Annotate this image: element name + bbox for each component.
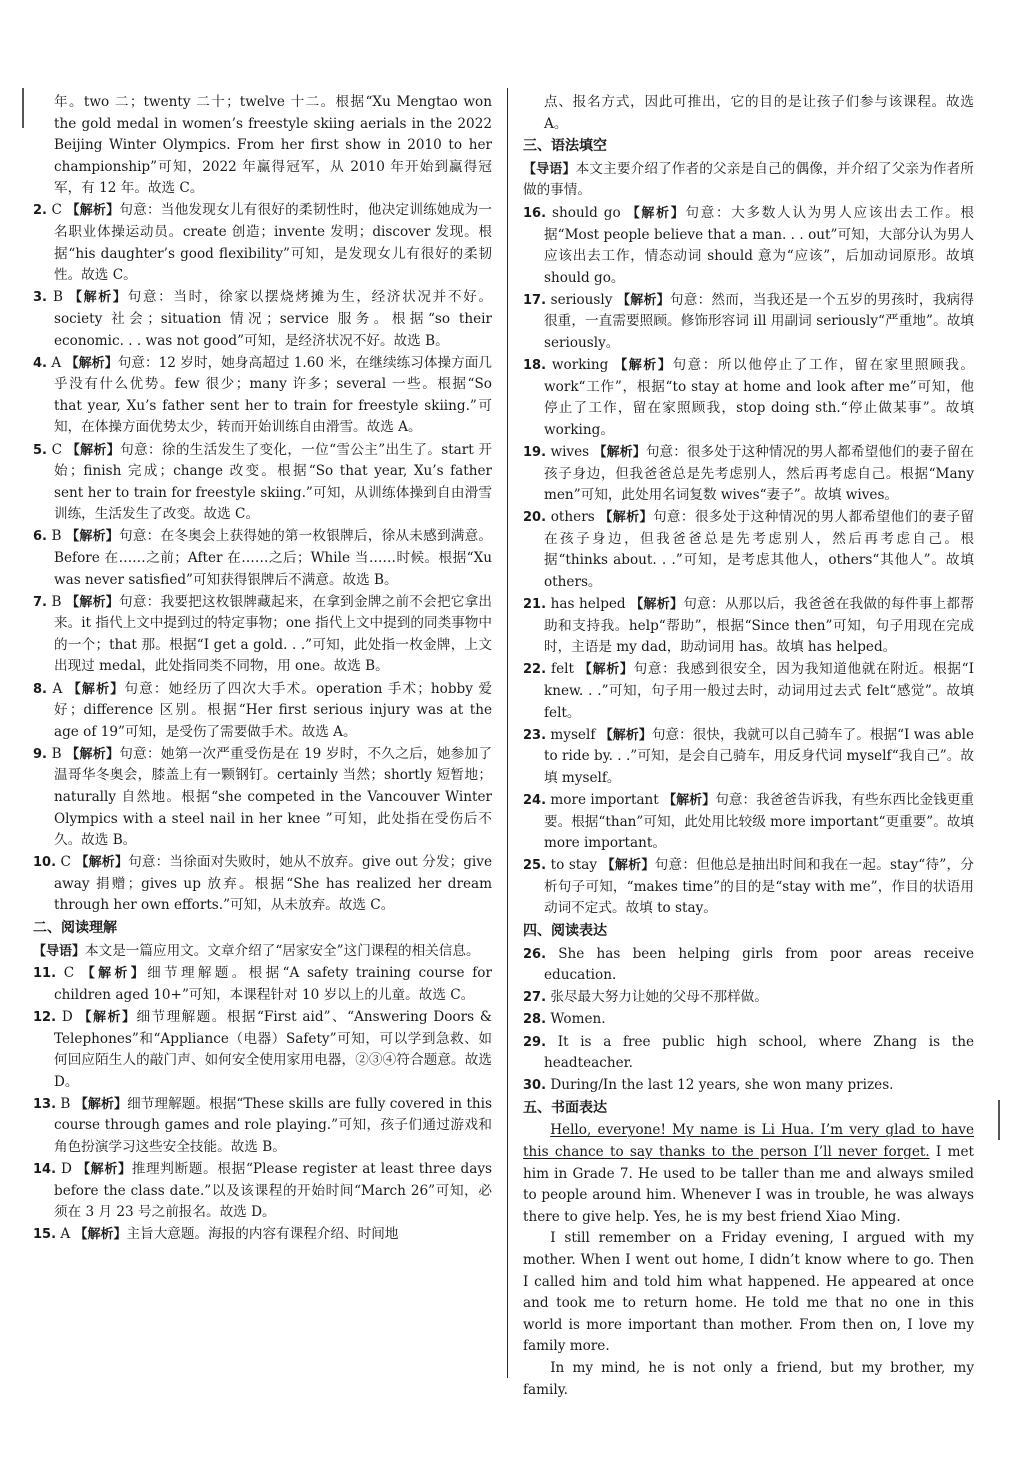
essay-text: I met him in Grade 7. He used to be taller than me and always smiled to people around him. Whenever I was in trouble, he was always there to give help. Yes, he is my best friend Xiao Ming. — [523, 1144, 974, 1225]
right-column — [523, 92, 974, 1401]
item-number: 29. — [523, 1034, 547, 1050]
item-explanation: 句意：徐的生活发生了变化，一位“雪公主”出生了。start 开始；finish 完成；change 改变。根据“So that year, Xu’s father sent her to train for freestyle skiing.”可知，从训练体操到自由滑雪训练，生活发生了改变。故选 C。 — [54, 441, 492, 523]
item-explanation: 句意：所以他停止了工作，留在家里照顾我。work“工作”，根据“to stay at home and look after me”可知，他停止了工作，留在家照顾我，stop doing sth.“停止做某事”。故填 working。 — [544, 357, 974, 438]
analysis-tag: 【解析】 — [75, 855, 129, 871]
analysis-tag: 【解析】 — [66, 203, 120, 219]
item-explanation: Women. — [550, 1011, 606, 1028]
item-answer: B — [51, 593, 62, 610]
answer-item — [523, 1032, 974, 1075]
intro-text: 本文是一篇应用文。文章介绍了“居家安全”这门课程的相关信息。 — [85, 942, 480, 959]
item-number: 12. — [33, 1009, 57, 1025]
left-column — [33, 92, 492, 1246]
essay-paragraph: I still remember on a Friday evening, I argued with my mother. When I went out home, I didn’t know where to go. Then I called him and told him what happened. He appeared at once and took me to return home. He told me that no one in this world is more important than mother. From then on, I love my family more. — [523, 1230, 974, 1355]
essay-paragraph — [523, 1120, 974, 1228]
analysis-tag: 【解析】 — [599, 510, 653, 526]
item-number: 28. — [523, 1012, 547, 1028]
item-answer: more important — [550, 792, 659, 808]
answer-item — [523, 1075, 974, 1097]
item-explanation: 句意：我要把这枚银牌藏起来，在拿到金牌之前不会把它拿出来。it 指代上文中提到过的特定事物；one 指代上文中提到的同类事物中的一个；that 那。根据“I get a gold. . .”可知，此处指一枚金牌，上文出现过 medal，此处指同类不同物，用 one。故选 B。 — [54, 593, 493, 675]
section-title-reading-expression: 四、阅读表达 — [523, 923, 607, 940]
item-explanation: 句意：很快，我就可以自己骑车了。根据“I was able to ride by. . .”可知，是会自己骑车，用反身代词 myself“我自己”。故填 myself。 — [544, 726, 974, 786]
item-explanation: 句意：然而，当我还是一个五岁的男孩时，我病得很重，一直需要照顾。修饰形容词 ill 用副词 seriously“严重地”。故填 seriously。 — [544, 291, 974, 352]
item-explanation: She has been helping girls from poor areas receive education. — [544, 945, 974, 984]
answer-item — [523, 507, 974, 593]
analysis-tag: 【解析】 — [66, 594, 120, 610]
item-number: 20. — [523, 510, 547, 526]
item-answer: B — [51, 745, 62, 762]
answer-item — [33, 852, 492, 917]
item-explanation: 句意：从那以后，我爸爸在我做的每件事上都帮助和支持我。help“帮助”，根据“Since then”可知，句子用现在完成时，主语是 my dad，助动词用 has。故填 has helped。 — [544, 596, 974, 656]
analysis-tag: 【解析】 — [65, 355, 118, 371]
item-number: 7. — [33, 594, 47, 610]
item-number: 17. — [523, 292, 547, 308]
item-answer: B — [52, 289, 63, 306]
item-answer: to stay — [550, 857, 598, 874]
item-answer: D — [61, 1008, 73, 1025]
item-explanation: 句意：在冬奥会上获得她的第一枚银牌后，徐从未感到满意。Before 在……之前；After 在……之后；While 当……时候。根据“Xu was never satisfied”可知获得银牌后不满意。故选 B。 — [54, 528, 493, 588]
item-number: 18. — [523, 358, 547, 374]
item-number: 26. — [523, 946, 547, 962]
analysis-tag: 【解析】 — [67, 681, 125, 697]
analysis-tag: 【解析】 — [68, 290, 128, 306]
item-explanation: 句意：她经历了四次大手术。operation 手术；hobby 爱好；difference 区别。根据“Her first serious injury was at the age of 19”可知，是受伤了需要做手术。故选 A。 — [54, 680, 492, 740]
item-number: 6. — [33, 529, 47, 545]
item-number: 24. — [523, 793, 547, 808]
answer-item — [523, 944, 974, 987]
item-number: 10. — [33, 855, 57, 871]
analysis-tag: 【解析】 — [663, 793, 716, 808]
section-title-writing: 五、书面表达 — [523, 1099, 607, 1116]
analysis-tag: 【解析】 — [614, 358, 673, 374]
answer-item — [33, 440, 492, 526]
answer-item — [523, 290, 974, 355]
item-number: 19. — [523, 445, 547, 460]
answer-item — [523, 855, 974, 920]
analysis-tag: 【解析】 — [599, 727, 652, 743]
item-number: 15. — [33, 1227, 57, 1243]
item-answer: A — [51, 354, 62, 371]
item-explanation: 句意：当时，徐家以摆烧烤摊为生，经济状况并不好。society 社会；situation 情况；service 服务。根据“so their economic. . . was not good”可知，是经济状况不好。故选 B。 — [54, 289, 492, 349]
analysis-tag: 【解析】 — [81, 966, 148, 982]
item-answer: C — [63, 965, 75, 982]
item-explanation: 句意：很多处于这种情况的男人都希望他们的妻子留在孩子身边，但我爸爸总是先考虑别人，然后再考虑自己。根据“Many men”可知，此处用名词复数 wives“妻子”。故填 wives。 — [544, 444, 974, 504]
answer-item — [523, 442, 974, 507]
item-number: 8. — [33, 681, 47, 697]
analysis-tag: 【解析】 — [601, 858, 655, 874]
item-number: 27. — [523, 990, 547, 1006]
analysis-tag: 【解析】 — [78, 1009, 137, 1025]
intro-tag: 【导语】 — [523, 161, 576, 177]
item-number: 14. — [33, 1162, 57, 1178]
item-number: 30. — [523, 1078, 547, 1094]
answer-item — [33, 1224, 492, 1246]
column-divider — [507, 88, 508, 1378]
item-explanation: 句意：我感到很安全，因为我知道他就在附近。根据“I knew. . .”可知，句子用一般过去时，动词用过去式 felt“感觉”。故填 felt。 — [544, 661, 974, 721]
item-explanation: During/In the last 12 years, she won many prizes. — [550, 1077, 894, 1094]
item-explanation: 句意：我爸爸告诉我，有些东西比金钱更重要。根据“than”可知，此处用比较级 more important“更重要”。故填 more important。 — [544, 792, 974, 852]
answer-item — [33, 526, 492, 591]
item-explanation: 句意：12 岁时，她身高超过 1.60 米，在继续练习体操方面几乎没有什么优势。few 很少；many 许多；several 一些。根据“So that year, Xu’s father sent her to train for freestyle skiing.”可知，在体操方面优势太少，转而开始训练自由滑雪。故选 A。 — [54, 354, 492, 436]
item-answer: should go — [552, 204, 621, 221]
answer-item — [523, 725, 974, 790]
item-explanation: 细节理解题。根据“These skills are fully covered in this course through games and role playing.”可知，孩子们通过游戏和角色扮演学习这些安全技能。故选 B。 — [54, 1095, 492, 1155]
item-answer: myself — [550, 726, 596, 743]
analysis-tag: 【解析】 — [76, 1162, 132, 1178]
analysis-tag: 【解析】 — [616, 292, 670, 308]
item-number: 3. — [33, 290, 47, 306]
item-number: 25. — [523, 858, 547, 874]
answer-item — [33, 287, 492, 352]
item-number: 2. — [33, 203, 47, 219]
answer-item — [33, 200, 492, 286]
item-answer: D — [61, 1161, 72, 1178]
analysis-tag: 【解析】 — [66, 529, 120, 545]
item-answer: wives — [550, 444, 590, 460]
analysis-tag: 【解析】 — [593, 445, 646, 460]
answer-item — [33, 744, 492, 852]
item-explanation: 句意：大多数人认为男人应该出去工作。根据“Most people believe that a man. . . out”可知，大部分认为男人应该出去工作，情态动词 should 意为“应该”，后加动词原形。故填 should go。 — [544, 204, 974, 286]
analysis-tag: 【解析】 — [630, 597, 684, 613]
item-number: 11. — [33, 966, 57, 982]
answer-item — [523, 594, 974, 659]
essay-paragraph: In my mind, he is not only a friend, but my brother, my family. — [523, 1359, 974, 1398]
item-explanation: 主旨大意题。海报的内容有课程介绍、时间地 — [126, 1226, 399, 1243]
margin-mark — [22, 88, 24, 128]
margin-mark — [998, 1100, 1000, 1140]
essay-opening-underlined: Hello, everyone! My name is Li Hua. I’m very glad to have this chance to say thanks to the person I’ll never forget. — [523, 1122, 974, 1160]
item-answer: B — [51, 528, 62, 545]
section-intro-reading — [33, 941, 492, 963]
analysis-tag: 【解析】 — [66, 746, 120, 762]
item-explanation: 句意：但他总是抽出时间和我在一起。stay“待”，分析句子可知，“makes time”的目的是“stay with me”，作目的状语用动词不定式。故填 to stay。 — [544, 857, 974, 917]
item-explanation: 句意：很多处于这种情况的男人都希望他们的妻子留在孩子身边，但我爸爸总是先考虑别人，然后再考虑自己。根据“thinks about. . .”可知，是考虑其他人，others“其他人”。故填 others。 — [544, 509, 975, 591]
item-explanation: 细节理解题。根据“A safety training course for children aged 10+”可知，本课程针对 10 岁以上的儿童。故选 C。 — [54, 965, 492, 1003]
analysis-tag: 【解析】 — [74, 1227, 127, 1243]
section-intro-grammar — [523, 159, 974, 202]
answer-item — [33, 1159, 492, 1224]
answer-item — [33, 1007, 492, 1093]
model-essay — [523, 1120, 974, 1401]
item-answer: others — [550, 509, 595, 526]
item-number: 9. — [33, 746, 47, 762]
item-answer: C — [60, 854, 71, 871]
answer-item — [33, 963, 492, 1006]
analysis-tag: 【解析】 — [578, 662, 634, 678]
intro-text: 本文主要介绍了作者的父亲是自己的偶像，并介绍了父亲为作者所做的事情。 — [523, 160, 974, 199]
item-answer: seriously — [550, 291, 613, 308]
item-answer: felt — [551, 661, 574, 678]
item-1-continuation: 年。two 二；twenty 二十；twelve 十二。根据“Xu Mengtao won the gold medal in women’s freestyle skiing aerials in the 2022 Beijing Winter Olympics. From her first show in 2010 to her championship”可知，2022 年赢得冠军，从 2010 年开始到赢得冠军，有 12 年。故选 C。 — [54, 94, 492, 197]
item-answer: C — [51, 202, 62, 219]
item-answer: working — [551, 357, 609, 374]
section-title-grammar: 三、语法填空 — [523, 138, 607, 155]
item-explanation: 句意：当他发现女儿有很好的柔韧性时，他决定训练她成为一名职业体操运动员。create 创造；invente 发明；discover 发现。根据“his daughter’s good flexibility”可知，是发现女儿有很好的柔韧性。故选 C。 — [54, 202, 492, 284]
item-explanation: 句意：当徐面对失败时，她从不放弃。give out 分发；give away 捐赠；gives up 放弃。根据“She has realized her dream through her own efforts.”可知，从未放弃。故选 C。 — [54, 854, 492, 914]
intro-tag: 【导语】 — [33, 943, 86, 959]
item-answer: B — [60, 1095, 71, 1112]
answer-item — [33, 679, 492, 744]
item-number: 4. — [33, 355, 47, 371]
item-answer: A — [52, 680, 63, 697]
item-explanation: 推理判断题。根据“Please register at least three days before the class date.”以及该课程的开始时间“March 26”可知，必须在 3 月 23 号之前报名。故选 D。 — [54, 1161, 492, 1221]
item-answer: has helped — [550, 596, 626, 613]
item-number: 22. — [523, 662, 547, 678]
answer-item — [523, 659, 974, 724]
item-number: 21. — [523, 597, 547, 613]
answer-item — [523, 987, 974, 1009]
item-answer: C — [51, 441, 63, 458]
analysis-tag: 【解析】 — [626, 205, 686, 221]
item-explanation: It is a free public high school, where Zhang is the headteacher. — [544, 1033, 974, 1072]
item-explanation: 细节理解题。根据“First aid”、“Answering Doors & Telephones”和“Appliance（电器）Safety”可知，可以学到急救、如何回应陌生人的敲门声、如何安全使用家用电器，②③④符合题意。故选 D。 — [54, 1008, 492, 1090]
item-number: 23. — [523, 727, 547, 743]
item-number: 5. — [33, 442, 47, 458]
answer-item — [33, 1094, 492, 1159]
analysis-tag: 【解析】 — [74, 1096, 128, 1112]
answer-item — [523, 790, 974, 855]
answer-item — [523, 203, 974, 289]
answer-item — [523, 355, 974, 441]
item-answer: A — [60, 1226, 71, 1243]
item-explanation: 句意：她第一次严重受伤是在 19 岁时，不久之后，她参加了温哥华冬奥会，膝盖上有一颗钢钉。certainly 当然；shortly 短暂地；naturally 自然地。根据“she competed in the Vancouver Winter Olympics with a steel nail in her knee ”可知，此处指在受伤后不久。故选 B。 — [54, 745, 492, 849]
answer-item — [33, 353, 492, 439]
answer-item — [33, 592, 492, 678]
section-title-reading: 二、阅读理解 — [33, 920, 117, 937]
item-number: 16. — [523, 205, 547, 221]
item-15-continuation: 点、报名方式，因此可推出，它的目的是让孩子们参与该课程。故选 A。 — [544, 94, 974, 132]
item-number: 13. — [33, 1096, 57, 1112]
answer-item — [523, 1009, 974, 1031]
item-explanation: 张尽最大努力让她的父母不那样做。 — [550, 989, 768, 1006]
analysis-tag: 【解析】 — [66, 442, 121, 458]
